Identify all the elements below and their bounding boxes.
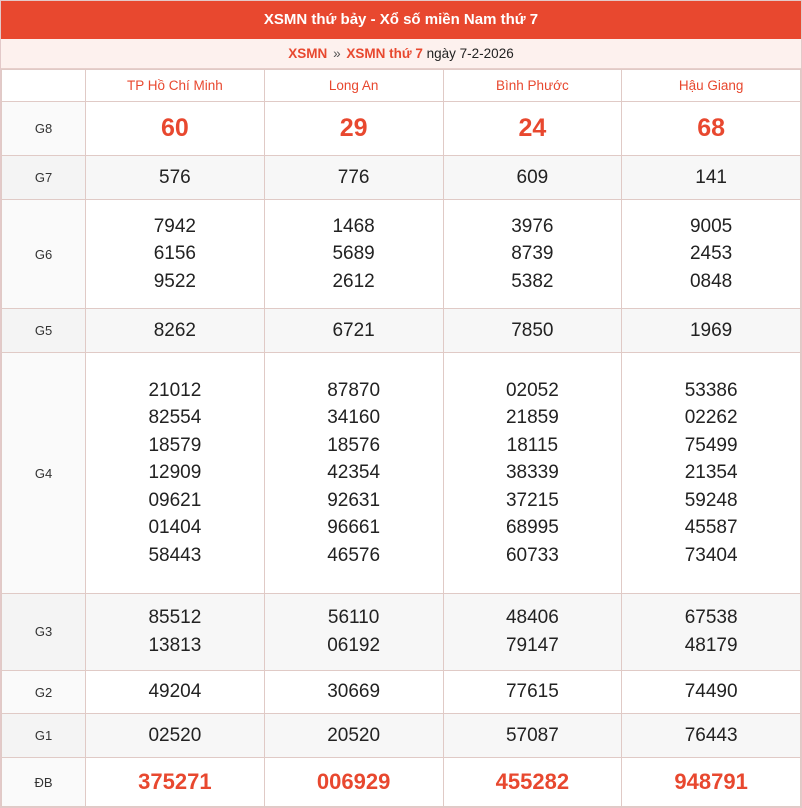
- breadcrumb-separator: »: [333, 46, 341, 61]
- result-cell: [264, 594, 443, 671]
- result-cell: [443, 670, 622, 714]
- result-cell: [264, 352, 443, 593]
- result-number: 24: [518, 114, 547, 143]
- result-cell: [86, 670, 265, 714]
- result-cell: [443, 156, 622, 200]
- result-number: 42354: [327, 462, 381, 484]
- result-number: 46576: [327, 544, 381, 566]
- result-number: 60: [160, 114, 189, 143]
- result-number: 20520: [327, 724, 381, 746]
- result-number: 29: [339, 114, 368, 143]
- result-number: 79147: [505, 634, 559, 656]
- result-number: 3976: [511, 215, 554, 237]
- result-number: 21012: [148, 379, 202, 401]
- result-number: 58443: [148, 544, 202, 566]
- result-cell: [443, 758, 622, 807]
- breadcrumb-link-root[interactable]: XSMN: [288, 46, 328, 61]
- result-number: 9005: [689, 215, 733, 237]
- result-number: 8262: [153, 319, 197, 341]
- result-number: 375271: [138, 769, 212, 795]
- result-number: 02052: [505, 379, 559, 401]
- result-number: 92631: [327, 489, 381, 511]
- province-header-3[interactable]: Hậu Giang: [622, 70, 801, 102]
- result-number: 13813: [148, 634, 202, 656]
- prize-label: G6: [2, 199, 86, 309]
- result-number: 01404: [148, 517, 202, 539]
- results-table-body: [2, 102, 801, 807]
- table-row: [2, 102, 801, 156]
- result-number: 96661: [327, 517, 381, 539]
- result-number: 87870: [327, 379, 381, 401]
- prize-label: G1: [2, 714, 86, 758]
- result-number: 18579: [148, 434, 202, 456]
- result-number: 30669: [327, 681, 381, 703]
- prize-label: G2: [2, 670, 86, 714]
- result-number: 48179: [684, 634, 738, 656]
- breadcrumb-date: ngày 7-2-2026: [426, 46, 514, 61]
- result-number: 141: [695, 166, 727, 188]
- result-number: 02520: [148, 724, 202, 746]
- result-number: 06192: [327, 634, 381, 656]
- result-number: 76443: [684, 724, 738, 746]
- result-cell: [86, 352, 265, 593]
- result-number: 8739: [511, 243, 554, 265]
- result-number: 09621: [148, 489, 202, 511]
- result-cell: [86, 309, 265, 353]
- result-number: 21859: [505, 407, 559, 429]
- result-cell: [86, 594, 265, 671]
- result-cell: [622, 309, 801, 353]
- result-number: 18115: [506, 434, 559, 456]
- result-cell: [622, 199, 801, 309]
- province-header-2[interactable]: Bình Phước: [443, 70, 622, 102]
- table-row: [2, 352, 801, 593]
- province-header-0[interactable]: TP Hồ Chí Minh: [86, 70, 265, 102]
- result-number: 37215: [505, 489, 559, 511]
- result-number: 948791: [674, 769, 748, 795]
- prize-label: G5: [2, 309, 86, 353]
- result-number: 56110: [327, 607, 380, 629]
- result-number: 77615: [505, 681, 559, 703]
- prize-label: G4: [2, 352, 86, 593]
- result-number: 85512: [148, 607, 202, 629]
- result-cell: [443, 352, 622, 593]
- result-number: 0848: [689, 270, 733, 292]
- result-cell: [86, 102, 265, 156]
- result-number: 60733: [505, 544, 559, 566]
- result-number: 53386: [684, 379, 738, 401]
- breadcrumb-link-current[interactable]: XSMN thứ 7: [346, 46, 423, 61]
- result-number: 67538: [684, 607, 738, 629]
- table-row: [2, 594, 801, 671]
- result-cell: [86, 758, 265, 807]
- result-number: 609: [516, 166, 549, 188]
- result-number: 57087: [505, 724, 559, 746]
- table-row: [2, 714, 801, 758]
- prize-label: ĐB: [2, 758, 86, 807]
- result-cell: [443, 199, 622, 309]
- result-cell: [622, 670, 801, 714]
- result-number: 7850: [511, 319, 554, 341]
- result-number: 2453: [689, 243, 733, 265]
- table-header-row: [2, 70, 801, 102]
- prize-column-header: [2, 70, 86, 102]
- result-cell: [622, 594, 801, 671]
- page-title: XSMN thứ bảy - Xổ số miền Nam thứ 7: [1, 1, 801, 39]
- result-cell: [622, 156, 801, 200]
- result-number: 9522: [153, 270, 197, 292]
- result-cell: [443, 102, 622, 156]
- result-cell: [622, 714, 801, 758]
- result-number: 6156: [153, 243, 197, 265]
- result-number: 02262: [684, 407, 738, 429]
- results-table: [1, 69, 801, 807]
- result-number: 73404: [684, 544, 738, 566]
- table-row: [2, 309, 801, 353]
- result-number: 48406: [505, 607, 559, 629]
- result-number: 49204: [148, 681, 202, 703]
- result-cell: [86, 199, 265, 309]
- result-cell: [264, 670, 443, 714]
- result-cell: [264, 758, 443, 807]
- table-row: [2, 156, 801, 200]
- prize-label: G7: [2, 156, 86, 200]
- result-number: 1468: [332, 215, 375, 237]
- prize-label: G3: [2, 594, 86, 671]
- result-number: 82554: [148, 407, 202, 429]
- result-number: 38339: [505, 462, 559, 484]
- prize-label: G8: [2, 102, 86, 156]
- result-number: 68: [697, 114, 726, 143]
- result-cell: [443, 309, 622, 353]
- result-cell: [264, 714, 443, 758]
- result-number: 12909: [148, 462, 202, 484]
- result-number: 68995: [505, 517, 559, 539]
- result-number: 5382: [511, 270, 554, 292]
- results-table-head: [2, 70, 801, 102]
- result-number: 5689: [332, 243, 375, 265]
- result-number: 006929: [316, 769, 391, 795]
- result-number: 45587: [684, 517, 738, 539]
- result-cell: [264, 156, 443, 200]
- result-cell: [264, 309, 443, 353]
- table-row: [2, 670, 801, 714]
- result-cell: [622, 352, 801, 593]
- breadcrumb: [1, 39, 801, 69]
- result-cell: [86, 714, 265, 758]
- result-cell: [264, 102, 443, 156]
- result-cell: [443, 594, 622, 671]
- result-cell: [622, 758, 801, 807]
- result-cell: [622, 102, 801, 156]
- province-header-1[interactable]: Long An: [264, 70, 443, 102]
- table-row: [2, 199, 801, 309]
- result-number: 34160: [327, 407, 381, 429]
- result-number: 21354: [684, 462, 738, 484]
- result-number: 6721: [332, 319, 375, 341]
- result-number: 776: [337, 166, 370, 188]
- result-number: 2612: [332, 270, 375, 292]
- table-row: [2, 758, 801, 807]
- result-number: 7942: [153, 215, 197, 237]
- result-cell: [443, 714, 622, 758]
- result-number: 59248: [684, 489, 738, 511]
- result-number: 74490: [684, 681, 738, 703]
- result-cell: [86, 156, 265, 200]
- result-number: 576: [159, 166, 191, 188]
- result-cell: [264, 199, 443, 309]
- result-number: 18576: [327, 434, 381, 456]
- result-number: 455282: [495, 769, 570, 795]
- result-number: 75499: [684, 434, 738, 456]
- result-number: 1969: [689, 319, 733, 341]
